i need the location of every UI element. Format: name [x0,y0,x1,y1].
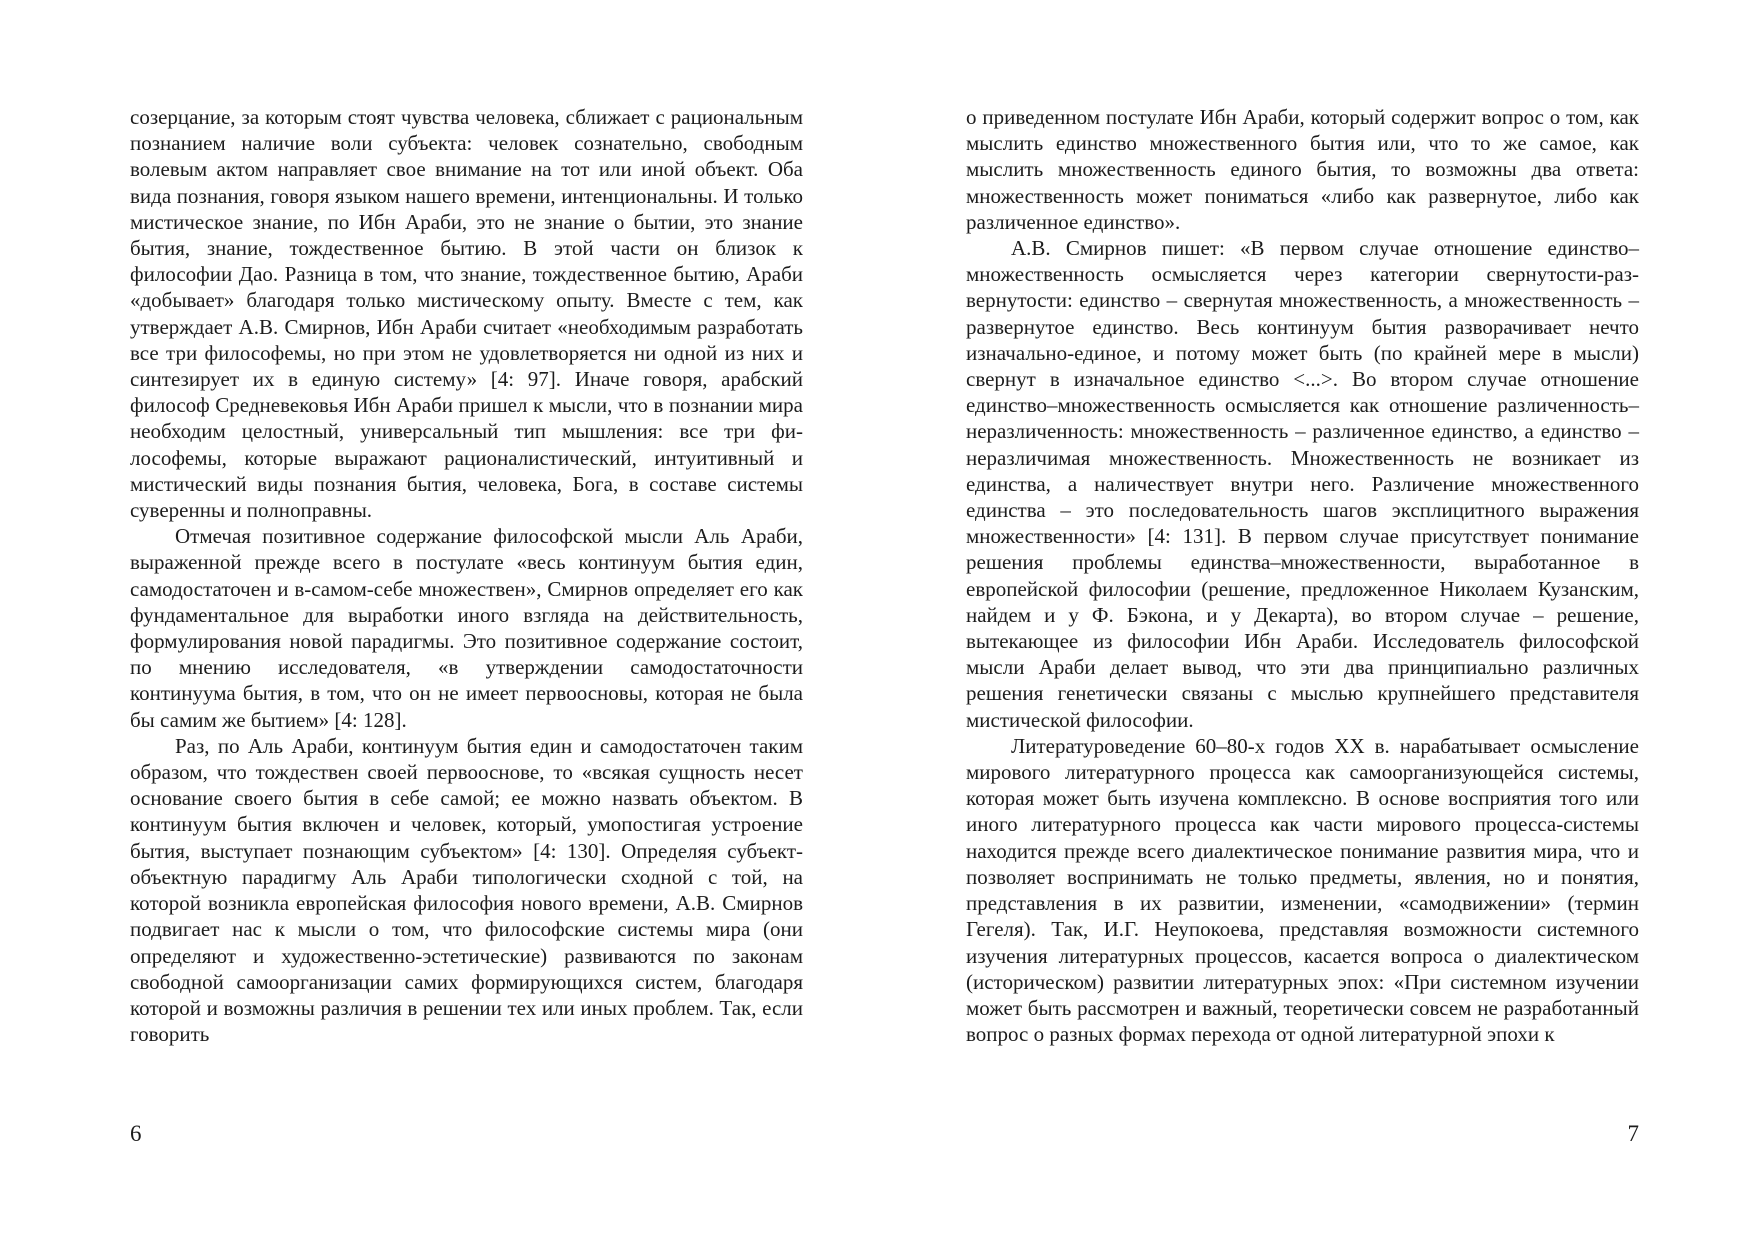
right-page [878,0,1755,1240]
paragraph: Литературоведение 60–80-х годов XX в. нарабатывает осмысление мирового литературного процесса как самоорганизующейся системы, которая может быть изучена комплексно. В основе восприятия того или иного литературного процесса как части мирового процесса-системы находится прежде всего диалектическое понимание развития мира, что и позволяет воспринимать не только предметы, явления, но и понятия, представления в их развитии, изменении, «самодвижении» (термин Гегеля). Так, И.Г. Неупокоева, представляя возможности системного изучения литературных процессов, касается вопроса о диалектическом (историческом) развитии литературных эпох: «При системном изучении может быть рассмотрен и важный, теоретически совсем не разработанный вопрос о разных формах перехода от одной литературной эпохи к [966,733,1639,1047]
paragraph: Отмечая позитивное содержание философской мысли Аль Араби, выраженной прежде всего в постулате «весь континуум бытия един, самодостаточен и в-самом-себе множествен», Смирнов определяет его как фундаментальное для выработки иного взгляда на действительность, формулирования новой парадигмы. Это позитивное содержание состоит, по мнению исследователя, «в утверждении самодостаточности континуума бытия, в том, что он не имеет первоосновы, которая не была бы самим же бытием» [4: 128]. [130,524,803,732]
page-number: 6 [130,1121,142,1146]
page-number: 7 [1627,1121,1639,1146]
left-page [0,0,877,1240]
paragraph: А.В. Смирнов пишет: «В первом случае отношение единство–множественность осмысляется через категории свернутости-развернутости: единство – свернутая множественность, а множественность – развернутое единство. Весь континуум бытия разворачивает нечто изначально-единое, и потому может быть (по крайней мере в мысли) свернут в изначальное единство <...>. Во втором случае отношение единство–множественность осмысляется как отношение различенность–неразличенность: множественность – различенное единство, а единство – неразличимая множественность. Множественность не возникает из единства, а наличествует внутри него. Различение множественного единства – это последовательность шагов эксплицитного выражения множественности» [4: 131]. В первом случае присутствует понимание решения проблемы единства–множественности, выработанное в европейской философии (решение, предложенное Николаем Кузанским, найдем и у Ф. Бэкона, и у Декарта), во втором случае – решение, вытекающее из философии Ибн Араби. Исследователь философской мысли Араби делает вывод, что эти два принципиально различных решения генетически связаны с мыслью крупнейшего представителя мистической философии. [966,236,1639,732]
paragraph: о приведенном постулате Ибн Араби, который содержит вопрос о том, как мыслить единство множественного бытия или, что то же самое, как мыслить множественность единого бытия, то возможны два ответа: множественность может пониматься «либо как развернутое, либо как различенное единство». [966,105,1639,234]
right-page-text [966,104,1639,1047]
left-page-text [130,104,803,1047]
paragraph: Раз, по Аль Араби, континуум бытия един и самодостаточен таким образом, что тождествен своей первооснове, то «всякая сущность несет основание своего бытия в себе самой; ее можно назвать объектом. В континуум бытия включен и человек, который, умопостигая устроение бытия, выступает познающим субъектом» [4: 130]. Определяя субъект-объектную парадигму Аль Араби типологически сходной с той, на которой возникла европейская философия нового времени, А.В. Смирнов подвигает нас к мысли о том, что философские системы мира (они определяют и художественно-эстетические) развиваются по законам свободной самоорганизации самих формирующихся систем, благодаря которой и возможны различия в решении тех или иных проблем. Так, если говорить [130,733,803,1047]
paragraph: созерцание, за которым стоят чувства человека, сближает с рациональным познанием наличие воли субъекта: человек сознательно, свободным волевым актом направляет свое внимание на тот или иной объект. Оба вида познания, говоря языком нашего времени, интенциональны. И только мистическое знание, по Ибн Араби, это не знание о бытии, это знание бытия, знание, тождественное бытию. В этой части он близок к философии Дао. Разница в том, что знание, тождественное бытию, Араби «добывает» благодаря только мистическому опыту. Вместе с тем, как утверждает А.В. Смирнов, Ибн Араби считает «необходимым разработать все три философемы, но при этом не удовлетворяется ни одной из них и синтезирует их в единую систему» [4: 97]. Иначе говоря, арабский философ Средневековья Ибн Араби пришел к мысли, что в познании мира необходим целостный, универсальный тип мышления: все три философемы, которые выражают рационалистический, интуитивный и мистический виды познания бытия, человека, Бога, в составе системы суверенны и полноправны. [130,105,803,523]
